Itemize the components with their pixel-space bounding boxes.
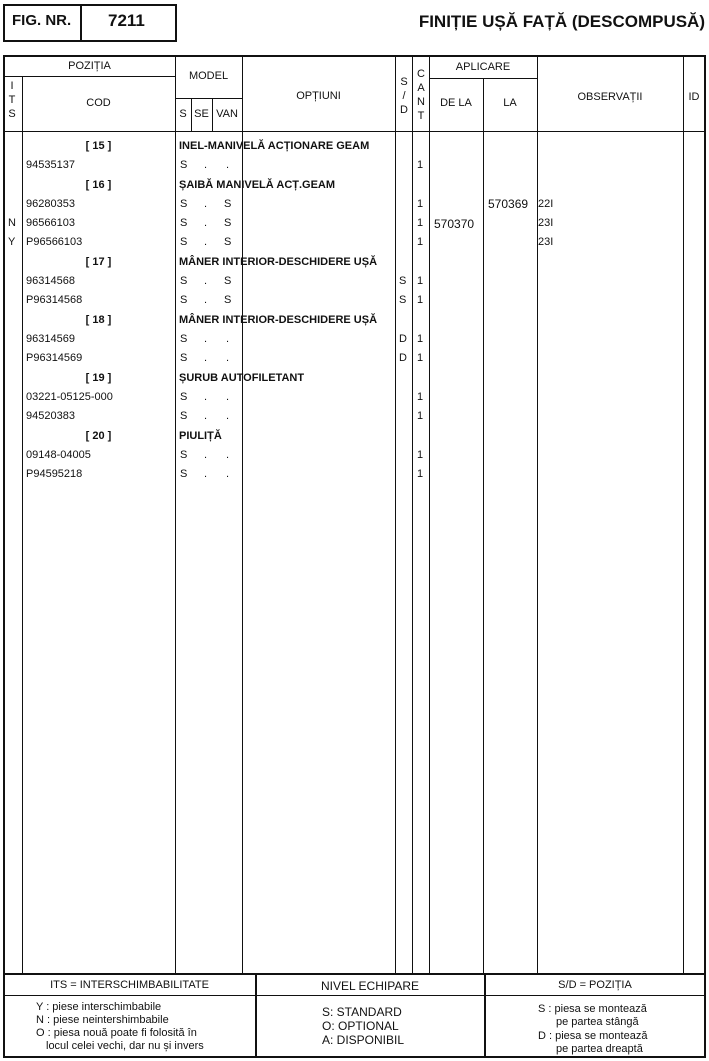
row-its: Y	[8, 236, 16, 248]
footer-title-line	[4, 995, 705, 996]
row-cod: P94595218	[26, 468, 83, 480]
row-model-se: .	[204, 198, 208, 210]
row-model-van: .	[226, 449, 230, 461]
row-model-s: S	[180, 391, 188, 403]
header-model: MODEL	[188, 70, 229, 82]
legend-nivel-line: O: OPTIONAL	[322, 1019, 399, 1033]
row-sd: S	[399, 275, 407, 287]
legend-sd-line: D : piesa se montează	[538, 1030, 648, 1042]
row-model-se: .	[204, 236, 208, 248]
row-cant: 1	[417, 333, 424, 345]
row-model-se: .	[204, 468, 208, 480]
row-observatii: 23I	[538, 217, 554, 229]
optiuni-col-line	[395, 55, 396, 973]
row-cant: 1	[417, 391, 424, 403]
row-cant: 1	[417, 352, 424, 364]
row-model-van: S	[224, 217, 232, 229]
legend-sd-line: pe partea dreaptă	[556, 1043, 643, 1055]
row-de-la: 570370	[434, 217, 475, 231]
row-cod: 94535137	[26, 159, 75, 171]
row-observatii: 23I	[538, 236, 554, 248]
cod-col-line	[175, 55, 176, 973]
row-model-s: S	[180, 198, 188, 210]
group-description: MÂNER INTERIOR-DESCHIDERE UȘĂ	[179, 256, 378, 268]
row-model-s: S	[180, 449, 188, 461]
legend-nivel-title: NIVEL ECHIPARE	[320, 979, 420, 993]
group-position: [ 18 ]	[85, 314, 112, 326]
row-cod: 96280353	[26, 198, 75, 210]
row-cant: 1	[417, 468, 424, 480]
row-cod: 96314568	[26, 275, 75, 287]
header-model-se: SE	[194, 108, 209, 120]
row-cod: P96314568	[26, 294, 83, 306]
group-position: [ 16 ]	[85, 179, 112, 191]
row-cant: 1	[417, 275, 424, 287]
row-model-s: S	[180, 236, 188, 248]
row-model-van: .	[226, 468, 230, 480]
legend-its-line: locul celei vechi, dar nu și invers	[46, 1040, 204, 1052]
header-pozitia: POZIȚIA	[68, 60, 111, 72]
row-model-van: S	[224, 236, 232, 248]
row-model-van: .	[226, 352, 230, 364]
row-sd: D	[399, 352, 407, 364]
aplicare-col-line	[537, 55, 538, 973]
row-cod: P96314569	[26, 352, 83, 364]
row-model-s: S	[180, 468, 188, 480]
legend-its-line: N : piese neintershimbabile	[36, 1014, 169, 1026]
header-de-la: DE LA	[440, 97, 472, 109]
header-model-van: VAN	[216, 108, 238, 120]
header-cant: C A N T	[417, 68, 425, 122]
row-la: 570369	[488, 197, 529, 211]
header-optiuni: OPȚIUNI	[296, 90, 341, 102]
legend-nivel-line: S: STANDARD	[322, 1005, 402, 1019]
header-aplicare: APLICARE	[455, 61, 511, 73]
row-cod: 94520383	[26, 410, 75, 422]
row-cod: 96566103	[26, 217, 75, 229]
group-position: [ 19 ]	[85, 372, 112, 384]
row-cod: 09148-04005	[26, 449, 91, 461]
legend-sd-line: S : piesa se montează	[538, 1003, 647, 1015]
row-model-s: S	[180, 217, 188, 229]
cant-col-line	[429, 55, 430, 973]
row-model-se: .	[204, 449, 208, 461]
header-its: I T S	[8, 80, 16, 120]
sd-col-line	[412, 55, 413, 973]
row-model-van: .	[226, 410, 230, 422]
group-position: [ 15 ]	[85, 140, 112, 152]
legend-its-line: Y : piese interschimbabile	[36, 1001, 162, 1013]
row-model-se: .	[204, 217, 208, 229]
row-cant: 1	[417, 217, 424, 229]
group-description: INEL-MANIVELĂ ACȚIONARE GEAM	[179, 140, 370, 152]
legend-its-title: ITS = INTERSCHIMBABILITATE	[50, 979, 209, 991]
pozitia-sub-line	[4, 76, 175, 77]
header-cod: COD	[86, 97, 111, 109]
row-model-van: S	[224, 275, 232, 287]
row-observatii: 22I	[538, 198, 554, 210]
row-cant: 1	[417, 159, 424, 171]
obs-col-line	[683, 55, 684, 973]
row-model-van: S	[224, 294, 232, 306]
row-model-s: S	[180, 159, 188, 171]
row-cant: 1	[417, 236, 424, 248]
row-sd: S	[399, 294, 407, 306]
row-cod: 96314569	[26, 333, 75, 345]
legend-its-line: O : piesa nouă poate fi folosită în	[36, 1027, 197, 1039]
page-title: FINIȚIE UȘĂ FAȚĂ (DESCOMPUSĂ)	[418, 12, 705, 31]
row-model-se: .	[204, 352, 208, 364]
row-model-se: .	[204, 159, 208, 171]
legend-sd-title: S/D = POZIȚIA	[558, 979, 632, 991]
row-model-se: .	[204, 391, 208, 403]
row-cod: P96566103	[26, 236, 83, 248]
row-cant: 1	[417, 198, 424, 210]
group-description: ȘAIBĂ MANIVELĂ ACȚ.GEAM	[179, 179, 336, 191]
row-model-s: S	[180, 410, 188, 422]
header-bottom-line	[4, 131, 705, 132]
row-model-se: .	[204, 294, 208, 306]
group-description: MÂNER INTERIOR-DESCHIDERE UȘĂ	[179, 314, 378, 326]
row-cant: 1	[417, 410, 424, 422]
header-la: LA	[503, 97, 517, 109]
header-model-s: S	[179, 108, 187, 120]
row-model-s: S	[180, 352, 188, 364]
row-its: N	[8, 217, 16, 229]
row-model-se: .	[204, 275, 208, 287]
footer-top-line	[4, 973, 705, 975]
parts-table	[3, 55, 706, 1058]
model-sub-line	[175, 98, 242, 99]
legend-nivel-line: A: DISPONIBIL	[322, 1033, 405, 1047]
group-position: [ 20 ]	[85, 430, 112, 442]
legend-sd-line: pe partea stângă	[556, 1016, 639, 1028]
row-model-se: .	[204, 333, 208, 345]
row-sd: D	[399, 333, 407, 345]
row-model-s: S	[180, 333, 188, 345]
row-model-s: S	[180, 275, 188, 287]
fig-number: 7211	[108, 11, 145, 30]
its-col-line	[22, 76, 23, 973]
header-id: ID	[688, 91, 700, 103]
dela-col-line	[483, 78, 484, 973]
group-position: [ 17 ]	[85, 256, 112, 268]
header-observatii: OBSERVAȚII	[577, 91, 643, 103]
row-cod: 03221-05125-000	[26, 391, 113, 403]
row-model-van: .	[226, 333, 230, 345]
group-description: ȘURUB AUTOFILETANT	[179, 372, 305, 384]
header-sd: S / D	[400, 76, 408, 116]
row-model-van: .	[226, 159, 230, 171]
model-col-line	[242, 55, 243, 973]
row-model-se: .	[204, 410, 208, 422]
row-model-van: S	[224, 198, 232, 210]
group-description: PIULIȚĂ	[179, 430, 222, 442]
row-model-van: .	[226, 391, 230, 403]
fig-label: FIG. NR.	[12, 12, 72, 29]
row-cant: 1	[417, 294, 424, 306]
row-cant: 1	[417, 449, 424, 461]
row-model-s: S	[180, 294, 188, 306]
